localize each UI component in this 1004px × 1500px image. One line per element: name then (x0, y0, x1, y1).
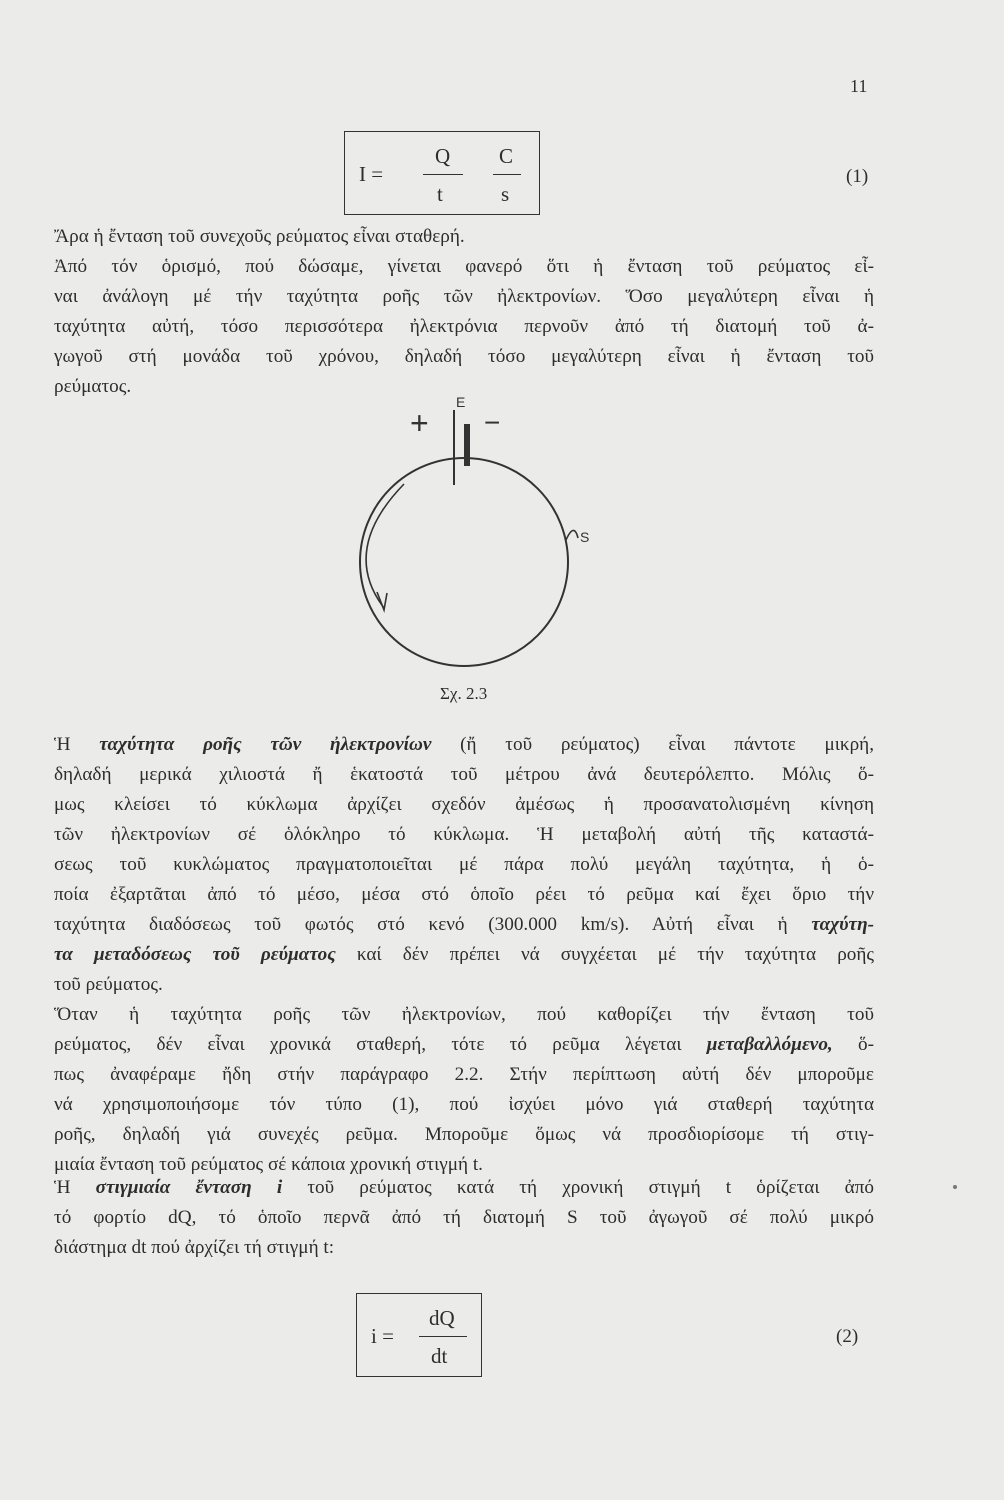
paragraph-3-line: ποία ἐξαρτᾶται ἀπό τό μέσο, μέσα στό ὁποῖο ρέει τό ρεῦμα καί ἔχει ὅριο τήν (54, 884, 874, 905)
formula-2-denominator: dt (431, 1344, 448, 1368)
paragraph-4-line: ροῆς, δηλαδή γιά συνεχές ρεῦμα. Μποροῦμε ὅμως νά προσδιορίσομε τή στιγ- (54, 1124, 874, 1145)
page-number: 11 (850, 76, 868, 96)
paragraph-3-text: Ἡ (54, 734, 100, 755)
paragraph-3-line: μως κλείσει τό κύκλωμα ἀρχίζει σχεδόν ἀμέσως ἡ προσανατολισμένη κίνηση (54, 794, 874, 815)
formula-1-unit-bar (493, 174, 521, 175)
figure-caption: Σχ. 2.3 (440, 684, 488, 703)
paragraph-4-text: ρεύματος, δέν εἶναι χρονικά σταθερή, τότε τό ρεῦμα λέγεται (54, 1034, 707, 1055)
paragraph-3-text: (ἤ τοῦ ρεύματος) εἶναι πάντοτε μικρή, (431, 734, 874, 755)
term-electron-flow-speed: ταχύτητα ροῆς τῶν ἠλεκτρονίων (99, 734, 432, 755)
formula-2-box (356, 1293, 482, 1377)
plus-sign: + (410, 405, 429, 441)
circuit-diagram (340, 380, 600, 680)
paragraph-3-line: τῶν ἠλεκτρονίων σέ ὁλόκληρο τό κύκλωμα. Ἡ μεταβολή αὐτή τῆς καταστά- (54, 824, 874, 845)
paragraph-2-line: Ἀπό τόν ὁρισμό, πού δώσαμε, γίνεται φανερό ὅτι ἡ ἔνταση τοῦ ρεύματος εἶ- (54, 256, 874, 277)
term-transmission-speed-part2: τα μεταδόσεως τοῦ ρεύματος (54, 944, 336, 965)
minus-sign: − (484, 407, 501, 438)
paragraph-3-text: ταχύτητα διαδόσεως τοῦ φωτός στό κενό (300.000 km/s). Αὐτή εἶναι ἡ (54, 914, 812, 935)
paragraph-3-line (54, 940, 874, 970)
formula-1-label: (1) (846, 166, 869, 187)
formula-1-unit-denominator: s (501, 182, 510, 206)
paragraph-4-line: Ὅταν ἡ ταχύτητα ροῆς τῶν ἠλεκτρονίων, πού καθορίζει τήν ἔνταση τοῦ (54, 1004, 874, 1025)
paragraph-3-line: τοῦ ρεύματος. (54, 974, 163, 995)
paragraph-2-line: ταχύτητα αὐτή, τόσο περισσότερα ἠλεκτρόνια περνοῦν ἀπό τή διατομή τοῦ ἀ- (54, 316, 874, 337)
formula-1-fraction-bar (423, 174, 463, 175)
formula-2-numerator: dQ (429, 1306, 455, 1330)
print-speck (953, 1185, 957, 1189)
paragraph-2-line: ρεύματος. (54, 376, 132, 397)
current-direction-arc (366, 484, 404, 608)
paragraph-4-text: ὅ- (832, 1034, 874, 1055)
formula-1-denominator: t (437, 182, 443, 206)
formula-1-lhs: I = (359, 162, 384, 186)
paragraph-2-line: ναι ἀνάλογη μέ τήν ταχύτητα ροῆς τῶν ἠλεκτρονίων. Ὅσο μεγαλύτερη εἶναι ἡ (54, 286, 874, 307)
paragraph-3-line: σεως τοῦ κυκλώματος πραγματοποιεῖται μέ πάρα πολύ μεγάλη ταχύτητα, ἡ ὁ- (54, 854, 874, 875)
paragraph-3-line: δηλαδή μερικά χιλιοστά ἤ ἑκατοστά τοῦ μέτρου ἀνά δευτερόλεπτο. Μόλις ὅ- (54, 764, 874, 785)
paragraph-5-line: διάστημα dt πού ἀρχίζει τή στιγμή t: (54, 1237, 335, 1258)
paragraph-2-line: γωγοῦ στή μονάδα τοῦ χρόνου, δηλαδή τόσο μεγαλύτερη εἶναι ἡ ἔνταση τοῦ (54, 346, 874, 367)
paragraph-3-line (54, 910, 874, 940)
formula-1-box (344, 131, 540, 215)
section-label: S (580, 529, 590, 545)
term-varying-current: μεταβαλλόμενο, (706, 1034, 833, 1055)
paragraph-1-line: Ἄρα ἡ ἔνταση τοῦ συνεχοῦς ρεύματος εἶναι σταθερή. (54, 226, 465, 247)
circuit-loop (360, 458, 568, 666)
formula-1-unit-numerator: C (499, 144, 514, 168)
formula-2-label: (2) (836, 1326, 859, 1347)
formula-2-lhs: i = (371, 1324, 394, 1348)
paragraph-3-text: καί δέν πρέπει νά συγχέεται μέ τήν ταχύτητα ροῆς (335, 944, 874, 965)
paragraph-4-line: μιαία ἔνταση τοῦ ρεύματος σέ κάποια χρονική στιγμή t. (54, 1154, 483, 1175)
paragraph-3-line (54, 730, 874, 760)
battery-negative-plate (464, 424, 470, 466)
paragraph-5-text: Ἡ (54, 1177, 96, 1198)
paragraph-5-text: τοῦ ρεύματος κατά τή χρονική στιγμή t ὁρίζεται ἀπό (282, 1177, 875, 1198)
section-marker (566, 530, 578, 540)
paragraph-4-line (54, 1030, 874, 1060)
formula-2-fraction-bar (419, 1336, 467, 1337)
term-instantaneous-intensity: στιγμιαία ἔνταση i (95, 1177, 283, 1198)
paragraph-4-line: πως ἀναφέραμε ἤδη στήν παράγραφο 2.2. Στήν περίπτωση αὐτή δέν μποροῦμε (54, 1064, 874, 1085)
paragraph-5-line (54, 1173, 874, 1203)
paragraph-5-line: τό φορτίο dQ, τό ὁποῖο περνᾶ ἀπό τή διατομή S τοῦ ἀγωγοῦ σέ πολύ μικρό (54, 1207, 874, 1228)
paragraph-4-line: νά χρησιμοποιήσομε τόν τύπο (1), πού ἰσχύει μόνο γιά σταθερή ταχύτητα (54, 1094, 874, 1115)
term-transmission-speed-part1: ταχύτη- (811, 914, 874, 935)
formula-1-numerator: Q (435, 144, 451, 168)
paragraph-5 (54, 1173, 874, 1263)
paragraph-1 (54, 222, 874, 252)
battery-label: E (456, 394, 466, 410)
paragraph-4 (54, 1000, 874, 1180)
paragraph-3 (54, 730, 874, 1000)
